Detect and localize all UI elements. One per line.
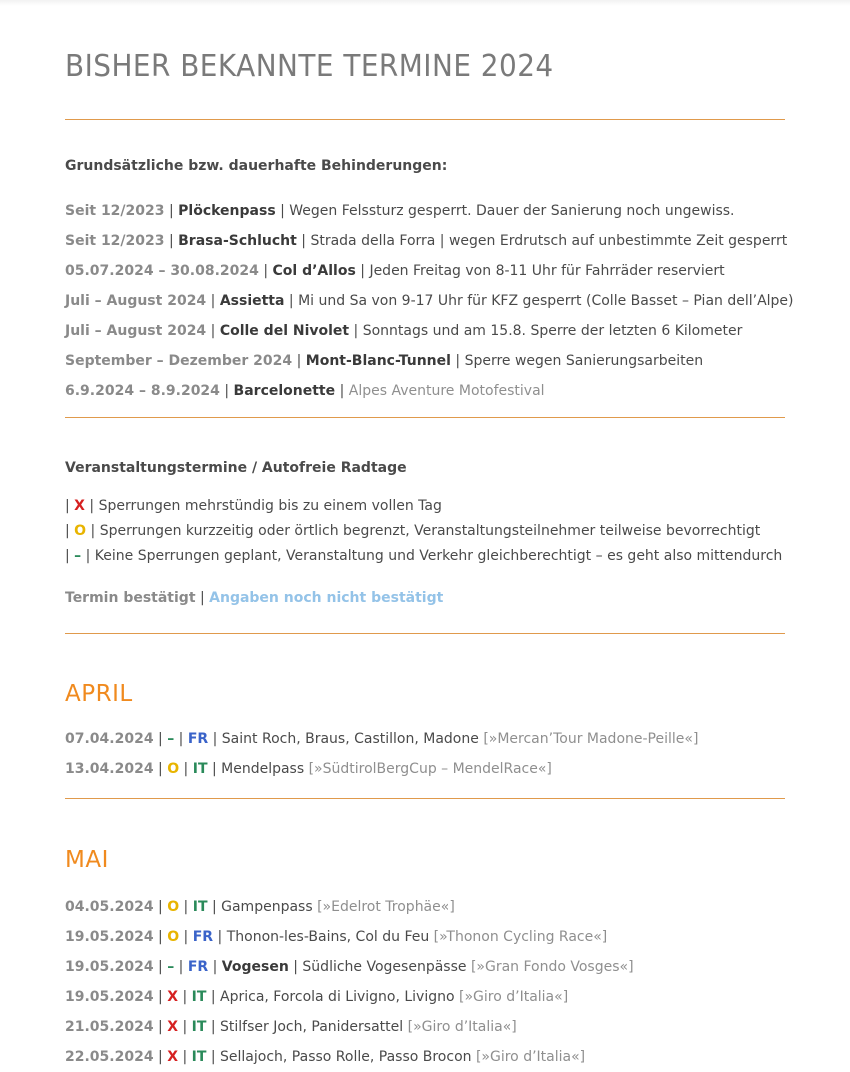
april-events <box>65 724 785 784</box>
obstruction-item: Juli – August 2024 | Assietta | Mi und Sa von 9-17 Uhr für KFZ gesperrt (Colle Basset – Pian dell’Alpe) <box>65 293 794 309</box>
page-title: BISHER BEKANNTE TERMINE 2024 <box>65 49 554 84</box>
legend-list <box>65 494 785 569</box>
obstruction-item: 05.07.2024 – 30.08.2024 | Col d’Allos | Jeden Freitag von 8-11 Uhr für Fahrräder reserviert <box>65 263 725 279</box>
obstructions-heading: Grundsätzliche bzw. dauerhafte Behinderungen: <box>65 158 448 174</box>
event-row: 22.05.2024 | X | IT | Sellajoch, Passo Rolle, Passo Brocon [»Giro d’Italia«] <box>65 1049 586 1065</box>
legend-item: | X | Sperrungen mehrstündig bis zu einem vollen Tag <box>65 498 442 514</box>
event-row: 13.04.2024 | O | IT | Mendelpass [»SüdtirolBergCup – MendelRace«] <box>65 761 552 777</box>
obstruction-item: Seit 12/2023 | Brasa-Schlucht | Strada della Forra | wegen Erdrutsch auf unbestimmte Zeit gesperrt <box>65 233 788 249</box>
confirmed-label: Termin bestätigt <box>65 590 196 606</box>
legend-item: | O | Sperrungen kurzzeitig oder örtlich begrenzt, Veranstaltungsteilnehmer teilweise bevorrechtigt <box>65 523 761 539</box>
event-row: 21.05.2024 | X | IT | Stilfser Joch, Panidersattel [»Giro d’Italia«] <box>65 1019 517 1035</box>
legend-heading: Veranstaltungstermine / Autofreie Radtage <box>65 460 407 476</box>
month-heading-mai: MAI <box>65 847 109 873</box>
month-heading-april: APRIL <box>65 681 133 707</box>
obstructions-list <box>65 196 794 406</box>
mai-events <box>65 892 785 1072</box>
event-row: 07.04.2024 | – | FR | Saint Roch, Braus, Castillon, Madone [»Mercan’Tour Madone-Peille«] <box>65 731 699 747</box>
event-row: 19.05.2024 | X | IT | Aprica, Forcola di Livigno, Livigno [»Giro d’Italia«] <box>65 989 569 1005</box>
event-row: 19.05.2024 | O | FR | Thonon-les-Bains, Col du Feu [»Thonon Cycling Race«] <box>65 929 608 945</box>
obstruction-item: 6.9.2024 – 8.9.2024 | Barcelonette | Alpes Aventure Motofestival <box>65 383 545 399</box>
content <box>0 6 850 1072</box>
obstruction-item: Seit 12/2023 | Plöckenpass | Wegen Felssturz gesperrt. Dauer der Sanierung noch ungewiss. <box>65 203 735 219</box>
legend-item: | – | Keine Sperrungen geplant, Veranstaltung und Verkehr gleichberechtigt – es geht also mittendurch <box>65 548 783 564</box>
event-row: 19.05.2024 | – | FR | Vogesen | Südliche Vogesenpässe [»Gran Fondo Vosges«] <box>65 959 634 975</box>
obstruction-item: September – Dezember 2024 | Mont-Blanc-Tunnel | Sperre wegen Sanierungsarbeiten <box>65 353 704 369</box>
event-row: 04.05.2024 | O | IT | Gampenpass [»Edelrot Trophäe«] <box>65 899 455 915</box>
confirmation-legend: Termin bestätigt | Angaben noch nicht bestätigt <box>65 590 444 606</box>
unconfirmed-label: Angaben noch nicht bestätigt <box>209 590 444 606</box>
obstruction-item: Juli – August 2024 | Colle del Nivolet | Sonntags und am 15.8. Sperre der letzten 6 Kilometer <box>65 323 743 339</box>
